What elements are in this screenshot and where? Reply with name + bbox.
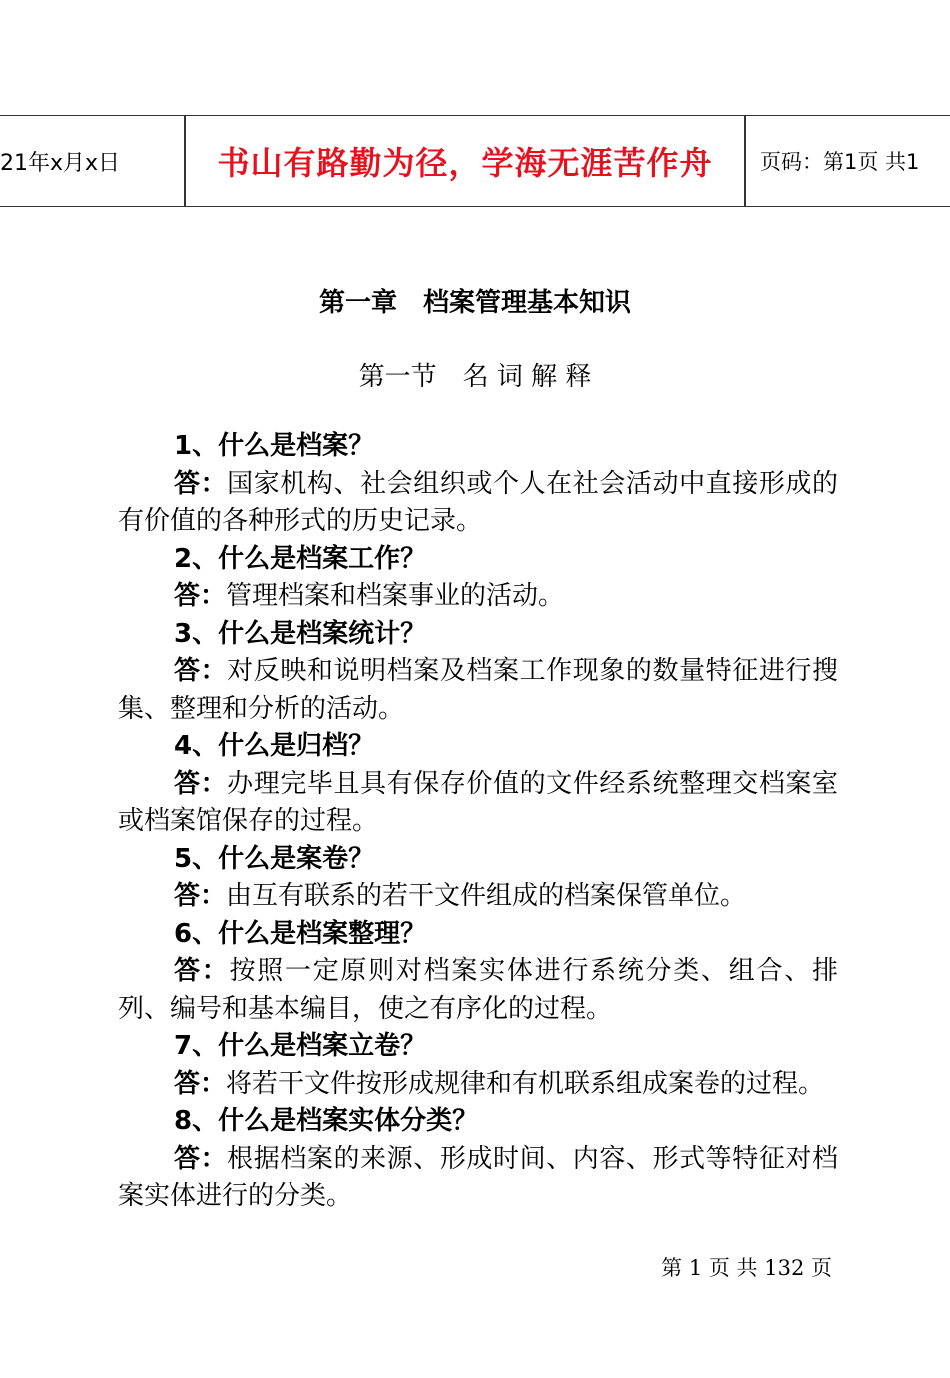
answer-paragraph [118, 766, 838, 841]
answer-text: 对反映和说明档案及档案工作现象的数量特征进行搜集、整理和分析的活动。 [118, 656, 838, 724]
header-page-number: 页码：第1页 共1 [760, 150, 920, 174]
question-text: 7、什么是档案立卷？ [174, 1031, 427, 1061]
answer-label: 答： [174, 768, 228, 799]
answer-paragraph [118, 1066, 838, 1104]
qa-list [118, 428, 838, 1216]
question-text: 8、什么是档案实体分类？ [174, 1106, 479, 1136]
question-text: 3、什么是档案统计？ [174, 618, 427, 649]
header-motto: 书山有路勤为径，学海无涯苦作舟 [217, 144, 713, 182]
qa-item [118, 541, 838, 616]
answer-paragraph [118, 878, 838, 916]
chapter-title: 第一章 档案管理基本知识 [318, 288, 631, 318]
answer-text: 根据档案的来源、形成时间、内容、形式等特征对档案实体进行的分类。 [118, 1143, 838, 1211]
question-text: 1、什么是档案？ [174, 431, 375, 461]
question-text: 4、什么是归档？ [174, 731, 375, 761]
answer-paragraph [118, 953, 838, 1028]
qa-item [118, 1103, 838, 1216]
answer-text: 办理完毕且具有保存价值的文件经系统整理交档案室或档案馆保存的过程。 [118, 768, 838, 836]
answer-text: 将若干文件按形成规律和有机联系组成案卷的过程。 [226, 1068, 825, 1099]
answer-paragraph [118, 578, 838, 616]
header-date: 21年x月x日 [0, 150, 121, 176]
answer-text: 由互有联系的若干文件组成的档案保管单位。 [226, 881, 747, 911]
qa-item [118, 841, 838, 916]
answer-label: 答： [174, 581, 227, 611]
answer-text: 管理档案和档案事业的活动。 [226, 581, 565, 611]
answer-label: 答： [174, 468, 228, 499]
answer-text: 国家机构、社会组织或个人在社会活动中直接形成的有价值的各种形式的历史记录。 [118, 468, 838, 536]
qa-item [118, 616, 838, 729]
question-text: 2、什么是档案工作？ [174, 543, 427, 574]
question-text: 5、什么是案卷？ [174, 843, 375, 874]
qa-item [118, 916, 838, 1029]
answer-label: 答： [174, 881, 227, 911]
qa-item [118, 728, 838, 841]
answer-paragraph [118, 653, 838, 728]
answer-label: 答： [174, 956, 230, 986]
answer-label: 答： [174, 1143, 228, 1174]
answer-label: 答： [174, 656, 228, 686]
answer-label: 答： [174, 1068, 227, 1099]
question-text: 6、什么是档案整理？ [174, 918, 427, 949]
qa-item [118, 428, 838, 541]
page-footer: 第 1 页 共 132 页 [661, 1256, 832, 1280]
answer-paragraph [118, 466, 838, 541]
qa-item [118, 1028, 838, 1103]
answer-paragraph [118, 1141, 838, 1216]
page-header [0, 115, 950, 207]
section-title: 第一节 名 词 解 释 [358, 362, 592, 392]
answer-text: 按照一定原则对档案实体进行系统分类、组合、排列、编号和基本编目，使之有序化的过程。 [118, 956, 838, 1024]
